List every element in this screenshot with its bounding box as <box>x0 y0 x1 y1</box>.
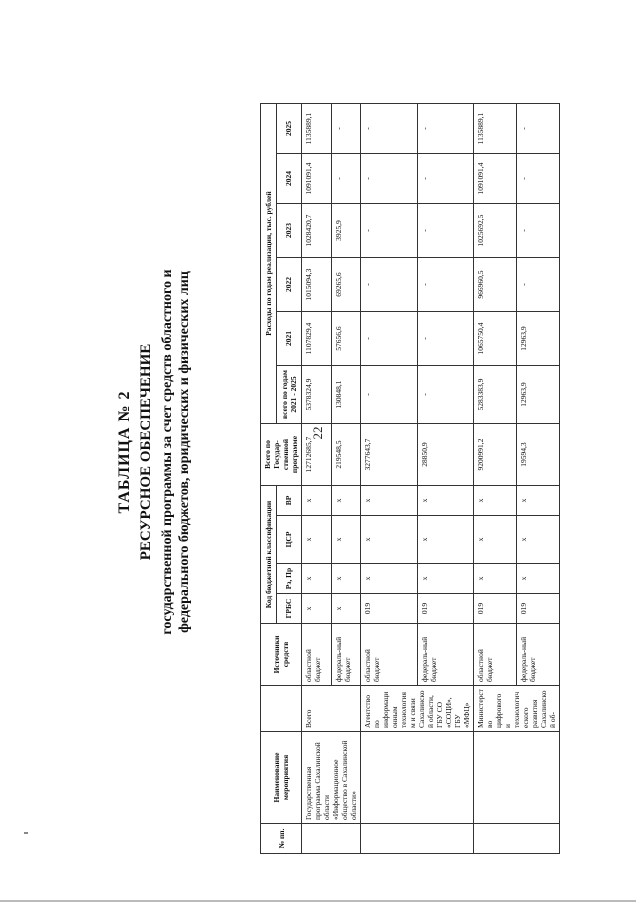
cell-executor: Всего <box>302 686 361 732</box>
cell-csr: x <box>302 516 332 564</box>
table-subheading-line2: федерального бюджетов, юридических и физических лиц <box>177 271 192 633</box>
header-expenses-group: Расходы по годам реализации, тыс. рублей <box>261 104 277 424</box>
cell-2025: 1135889,1 <box>302 104 332 154</box>
cell-2021: - <box>361 312 418 366</box>
cell-2022: 966960,5 <box>474 258 517 312</box>
cell-rzpr: x <box>474 564 517 594</box>
cell-2023: 1025692,5 <box>474 204 517 258</box>
document-title-block <box>116 142 192 762</box>
cell-2024: 1091091,4 <box>474 154 517 204</box>
cell-rzpr: x <box>517 564 560 594</box>
cell-2021: 12963,9 <box>517 312 560 366</box>
cell-total-years: - <box>417 366 474 424</box>
cell-program-name <box>361 732 474 824</box>
cell-total-years: 5283383,9 <box>474 366 517 424</box>
cell-2022: - <box>417 258 474 312</box>
header-2022: 2022 <box>276 258 302 312</box>
cell-2022: 1015094,3 <box>302 258 332 312</box>
cell-2024: - <box>417 154 474 204</box>
page-number: 22 <box>310 426 325 440</box>
cell-executor: Агентство по информационным технологиям и связи Сахалинской области, ГБУ СО «СОЦИ», ГБУ «МФЦ» <box>361 686 474 732</box>
cell-program-name: Государственная программа Сахалинской области «Информационное общество в Сахалинской области» <box>302 732 361 824</box>
cell-2021: 1107829,4 <box>302 312 332 366</box>
cell-source: федераль-ный бюджет <box>417 624 474 686</box>
cell-vr: x <box>474 486 517 516</box>
cell-total: 19594,3 <box>517 424 560 486</box>
cell-vr: x <box>417 486 474 516</box>
header-source: Источники средств <box>261 624 302 686</box>
header-name: Наименование мероприятия <box>261 732 302 824</box>
header-2023: 2023 <box>276 204 302 258</box>
resource-table-wrapper <box>260 104 557 854</box>
cell-grbs: x <box>302 594 332 624</box>
cell-2021: 57656,6 <box>331 312 361 366</box>
cell-2023: 3925,9 <box>331 204 361 258</box>
cell-num <box>361 824 474 854</box>
header-vr: ВР <box>276 486 302 516</box>
cell-executor: Министерство цифрового и технологического развития Сахалинской об- <box>474 686 560 732</box>
cell-vr: x <box>361 486 418 516</box>
cell-csr: x <box>417 516 474 564</box>
header-code-group: Код бюджетной классификации <box>261 486 277 624</box>
cell-2024: - <box>331 154 361 204</box>
cell-total-years: 12963,9 <box>517 366 560 424</box>
header-csr: ЦСР <box>276 516 302 564</box>
cell-2022: - <box>517 258 560 312</box>
resource-table <box>260 103 560 854</box>
header-total-program: Всего по Государ-ственной программе <box>261 424 302 486</box>
cell-source: областной бюджет <box>302 624 332 686</box>
cell-num <box>474 824 560 854</box>
header-2024: 2024 <box>276 154 302 204</box>
cell-source: федераль-ный бюджет <box>331 624 361 686</box>
cell-2021: 1065750,4 <box>474 312 517 366</box>
cell-total-years: 5378324,9 <box>302 366 332 424</box>
cell-grbs: 019 <box>417 594 474 624</box>
header-2025: 2025 <box>276 104 302 154</box>
cell-source: областной бюджет <box>361 624 418 686</box>
cell-total: 9200991,2 <box>474 424 517 486</box>
cell-source: областной бюджет <box>474 624 517 686</box>
cell-program-name <box>474 732 560 824</box>
cell-grbs: 019 <box>517 594 560 624</box>
cell-num <box>302 824 361 854</box>
table-row <box>302 104 332 854</box>
table-row <box>474 104 517 854</box>
cell-2023: - <box>417 204 474 258</box>
cell-2025: 1135889,1 <box>474 104 517 154</box>
cell-2023: 1028420,7 <box>302 204 332 258</box>
cell-2021: - <box>417 312 474 366</box>
cell-csr: x <box>331 516 361 564</box>
cell-2023: - <box>361 204 418 258</box>
table-subheading-line1: государственной программы за счет средств областного и <box>160 269 175 635</box>
cell-total-years: 130848,1 <box>331 366 361 424</box>
cell-csr: x <box>517 516 560 564</box>
cell-csr: x <box>474 516 517 564</box>
cell-total: 12712685,7 <box>302 424 332 486</box>
cell-2024: 1091091,4 <box>302 154 332 204</box>
header-rzpr: Рз, Пр <box>276 564 302 594</box>
header-row-1 <box>261 104 277 854</box>
cell-vr: x <box>331 486 361 516</box>
cell-grbs: 019 <box>361 594 418 624</box>
table-row <box>361 104 418 854</box>
cell-total-years: - <box>361 366 418 424</box>
table-heading: РЕСУРСНОЕ ОБЕСПЕЧЕНИЕ <box>138 343 154 561</box>
cell-grbs: x <box>331 594 361 624</box>
cell-2024: - <box>361 154 418 204</box>
cell-total: 3277643,7 <box>361 424 418 486</box>
cell-grbs: 019 <box>474 594 517 624</box>
cell-2025: - <box>331 104 361 154</box>
header-executor <box>261 686 302 732</box>
scan-speck <box>24 832 28 834</box>
cell-vr: x <box>517 486 560 516</box>
cell-total: 219548,5 <box>331 424 361 486</box>
header-num: № пп. <box>261 824 302 854</box>
cell-rzpr: x <box>302 564 332 594</box>
header-grbs: ГРБС <box>276 594 302 624</box>
cell-rzpr: x <box>361 564 418 594</box>
header-2021: 2021 <box>276 312 302 366</box>
cell-2024: - <box>517 154 560 204</box>
cell-2025: - <box>417 104 474 154</box>
table-number-title: ТАБЛИЦА № 2 <box>116 390 133 514</box>
cell-rzpr: x <box>417 564 474 594</box>
scan-edge-line <box>0 900 636 902</box>
cell-source: федераль-ный бюджет <box>517 624 560 686</box>
cell-2022: - <box>361 258 418 312</box>
cell-csr: x <box>361 516 418 564</box>
header-total-years: всего по годам 2021 - 2025 <box>276 366 302 424</box>
cell-vr: x <box>302 486 332 516</box>
cell-2022: 69265,6 <box>331 258 361 312</box>
cell-2023: - <box>517 204 560 258</box>
cell-2025: - <box>517 104 560 154</box>
cell-rzpr: x <box>331 564 361 594</box>
cell-total: 28850,9 <box>417 424 474 486</box>
cell-2025: - <box>361 104 418 154</box>
